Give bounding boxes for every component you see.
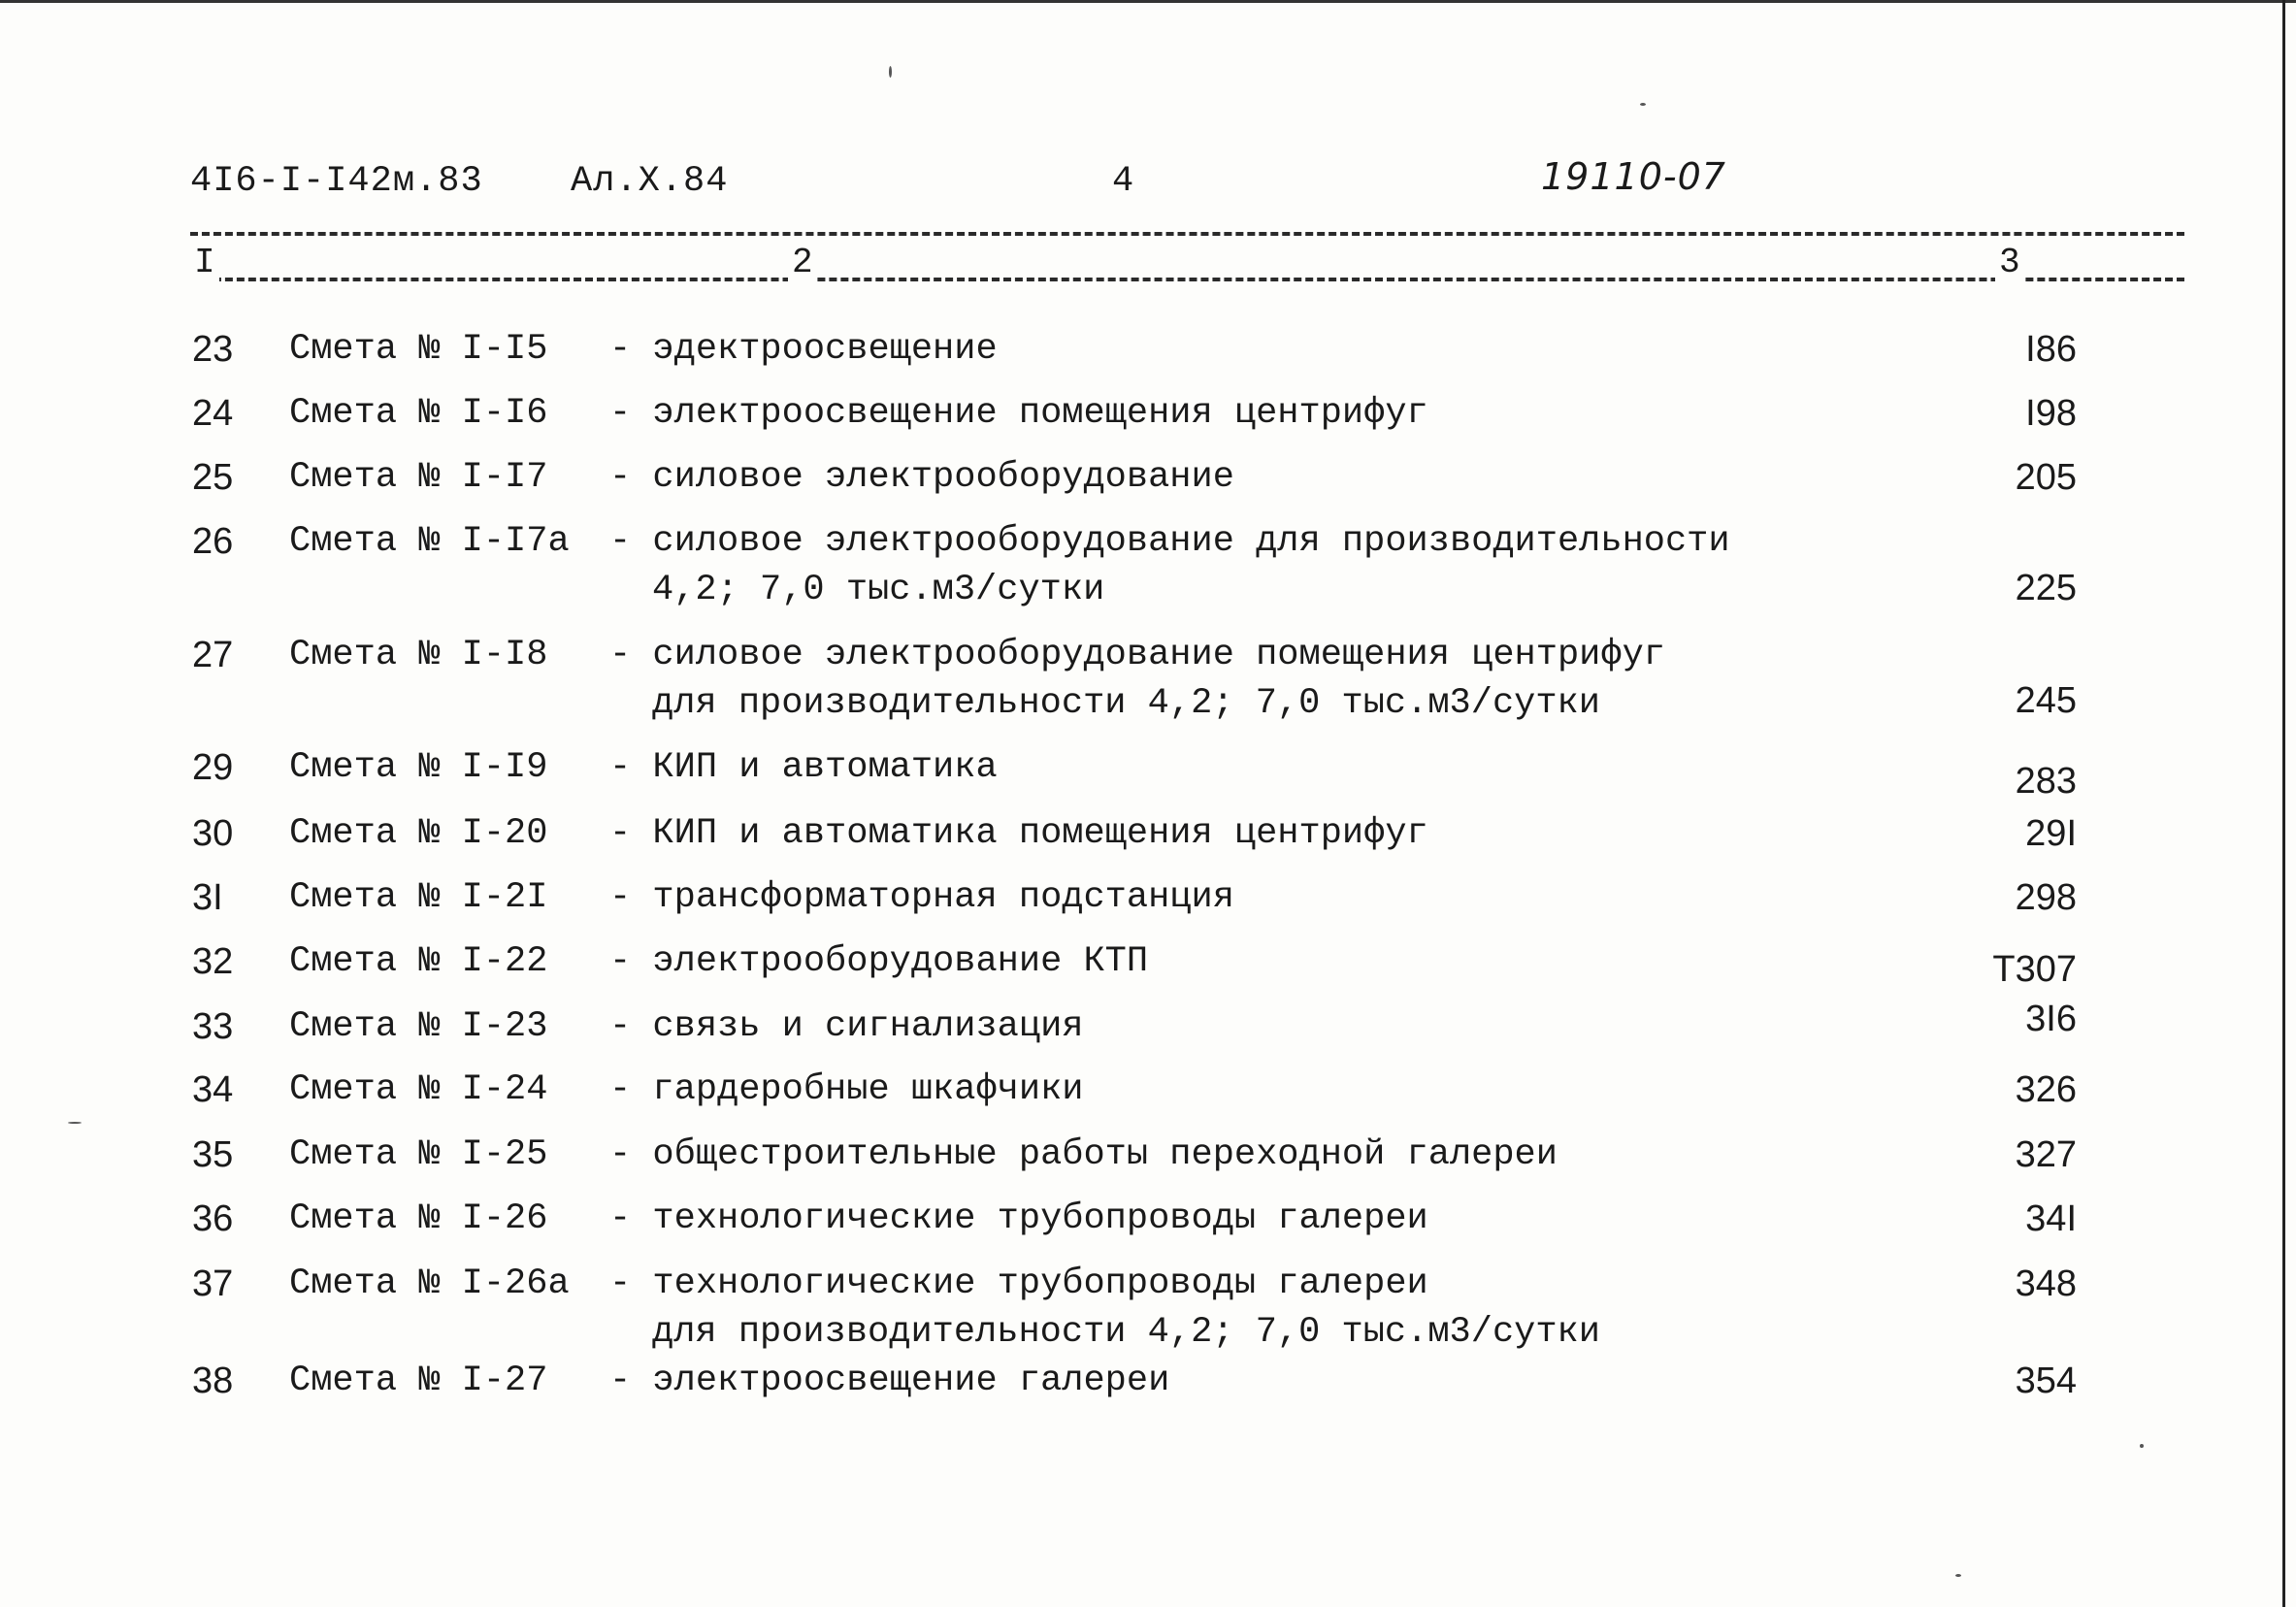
- scan-top-edge: [0, 0, 2296, 3]
- item-number: 37: [192, 1263, 234, 1304]
- estimate-ref: Смета № I-20: [289, 813, 548, 854]
- item-number: 34: [192, 1069, 234, 1110]
- estimate-ref: Смета № I-I7: [289, 457, 548, 498]
- column-number-1: I: [190, 243, 219, 282]
- estimate-ref: Смета № I-27: [289, 1361, 548, 1401]
- inventory-number: 19110-07: [1541, 155, 1726, 198]
- item-page: 326: [2015, 1069, 2077, 1110]
- scan-speck: [68, 1122, 82, 1124]
- album-number: Ал.Х.84: [571, 161, 729, 202]
- item-page: 348: [2015, 1263, 2077, 1304]
- item-page: 205: [2015, 457, 2077, 498]
- estimate-ref: Смета № I-26а: [289, 1263, 570, 1304]
- item-description: - силовое электрооборудование: [609, 457, 1234, 498]
- item-number: 24: [192, 393, 234, 434]
- item-number: 25: [192, 457, 234, 498]
- header-rule-top: [190, 232, 2184, 236]
- list-item: [0, 873, 2296, 922]
- item-description-continued: 4,2; 7,0 тыс.м3/сутки: [652, 570, 1105, 610]
- scan-speck: [2140, 1444, 2144, 1448]
- list-item: [0, 809, 2296, 858]
- estimate-ref: Смета № I-I5: [289, 329, 548, 370]
- item-description: - эдектроосвещение: [609, 329, 998, 370]
- item-number: 30: [192, 813, 234, 854]
- estimate-ref: Смета № I-25: [289, 1134, 548, 1175]
- estimate-ref: Смета № I-24: [289, 1069, 548, 1110]
- list-item: [0, 389, 2296, 438]
- list-item: [0, 1195, 2296, 1243]
- item-description: - электроосвещение галереи: [609, 1361, 1170, 1401]
- item-number: 27: [192, 635, 234, 675]
- item-description: - КИП и автоматика: [609, 747, 998, 788]
- list-item: [0, 517, 2296, 614]
- scan-speck: [1640, 103, 1646, 106]
- estimate-ref: Смета № I-26: [289, 1198, 548, 1239]
- item-description-continued: для производительности 4,2; 7,0 тыс.м3/сутки: [652, 683, 1600, 724]
- list-item: [0, 1357, 2296, 1405]
- item-description: - электрооборудование КТП: [609, 941, 1149, 982]
- estimate-ref: Смета № I-23: [289, 1006, 548, 1047]
- item-number: 38: [192, 1361, 234, 1401]
- header-rule-bottom: [190, 278, 2184, 281]
- item-page: Т307: [1992, 949, 2077, 990]
- page-number: 4: [1112, 161, 1135, 202]
- list-item: [0, 1260, 2296, 1357]
- list-item: [0, 325, 2296, 374]
- list-item: [0, 743, 2296, 802]
- estimate-ref: Смета № I-I6: [289, 393, 548, 434]
- estimate-ref: Смета № I-I8: [289, 635, 548, 675]
- item-number: 29: [192, 747, 234, 788]
- item-page: 34I: [2025, 1198, 2077, 1239]
- scan-speck: [1955, 1574, 1961, 1577]
- item-page: I86: [2025, 329, 2077, 370]
- list-item: [0, 999, 2296, 1051]
- item-page: 327: [2015, 1134, 2077, 1175]
- item-page: 298: [2015, 877, 2077, 918]
- column-number-3: 3: [1995, 243, 2024, 282]
- estimate-ref: Смета № I-2I: [289, 877, 548, 918]
- document-code: 4I6-I-I42м.83: [190, 161, 483, 202]
- column-number-2: 2: [788, 243, 817, 282]
- item-page: 354: [2015, 1361, 2077, 1401]
- item-number: 33: [192, 1006, 234, 1047]
- item-description: - технологические трубопроводы галереи: [609, 1263, 1428, 1304]
- list-item: [0, 453, 2296, 502]
- item-page: I98: [2025, 393, 2077, 434]
- item-description: - трансформаторная подстанция: [609, 877, 1234, 918]
- item-number: 36: [192, 1198, 234, 1239]
- item-description: - силовое электрооборудование помещения центрифуг: [609, 635, 1665, 675]
- item-description: - силовое электрооборудование для производительности: [609, 521, 1730, 562]
- estimate-ref: Смета № I-I9: [289, 747, 548, 788]
- item-page: 245: [2015, 680, 2077, 721]
- item-description: - электроосвещение помещения центрифуг: [609, 393, 1428, 434]
- list-item: [0, 1131, 2296, 1179]
- estimate-ref: Смета № I-22: [289, 941, 548, 982]
- item-number: 3I: [192, 877, 223, 918]
- item-page: 225: [2015, 568, 2077, 608]
- item-number: 23: [192, 329, 234, 370]
- list-item: [0, 937, 2296, 990]
- item-page: 3I6: [2025, 999, 2077, 1039]
- item-description: - связь и сигнализация: [609, 1006, 1084, 1047]
- item-number: 35: [192, 1134, 234, 1175]
- item-number: 32: [192, 941, 234, 982]
- scan-speck: [889, 66, 892, 78]
- item-page: 283: [2015, 761, 2077, 802]
- item-page: 29I: [2025, 813, 2077, 854]
- item-description-continued: для производительности 4,2; 7,0 тыс.м3/сутки: [652, 1312, 1600, 1353]
- item-description: - КИП и автоматика помещения центрифуг: [609, 813, 1428, 854]
- item-description: - технологические трубопроводы галереи: [609, 1198, 1428, 1239]
- item-number: 26: [192, 521, 234, 562]
- item-description: - общестроительные работы переходной галереи: [609, 1134, 1558, 1175]
- estimate-ref: Смета № I-I7а: [289, 521, 570, 562]
- list-item: [0, 631, 2296, 728]
- item-description: - гардеробные шкафчики: [609, 1069, 1084, 1110]
- list-item: [0, 1066, 2296, 1114]
